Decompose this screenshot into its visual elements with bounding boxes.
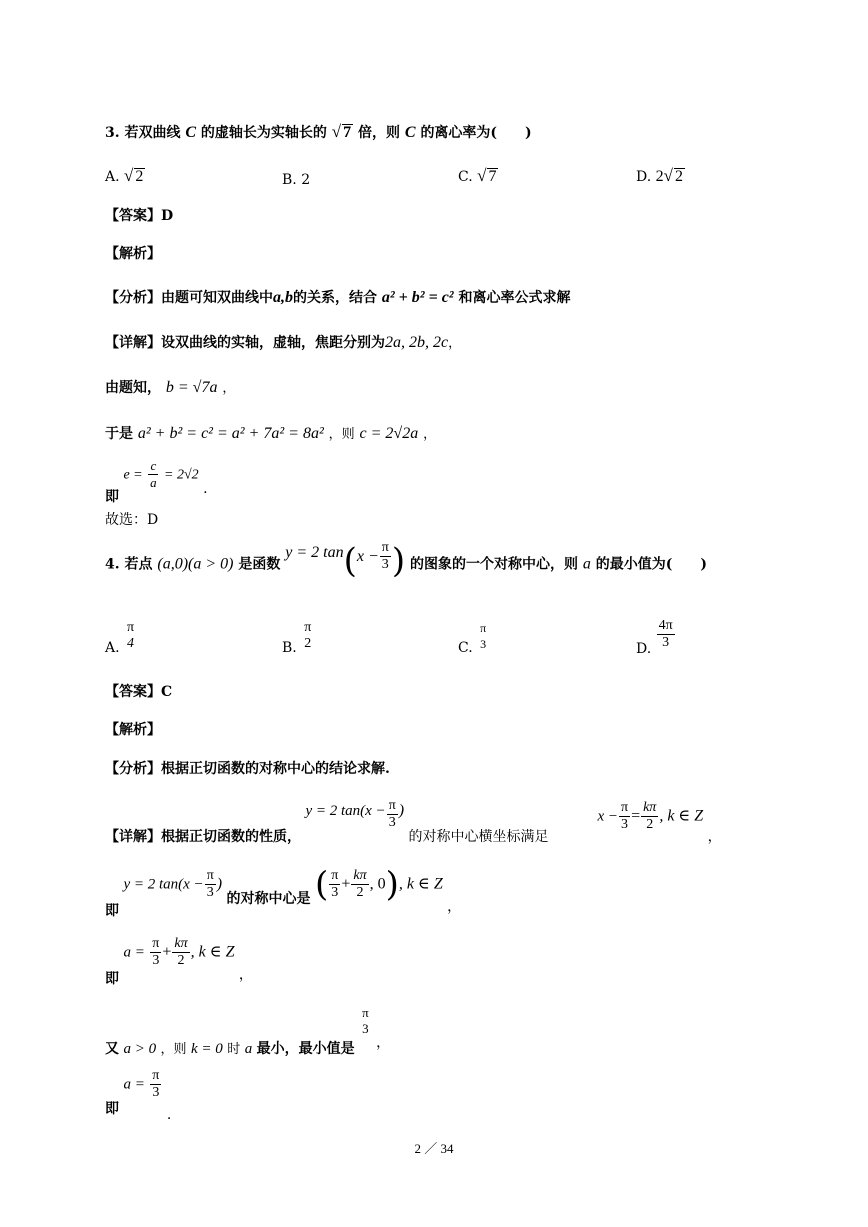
q3-derivation: 于是 a² + b² = c² = a² + 7a² = 8a² ，则 c = 2√2a ， <box>105 425 437 442</box>
q3-option-c: C. √ 7 <box>458 166 497 185</box>
q3-given: 由题知， b = √7a ， <box>105 379 236 396</box>
q3-option-a: A. √ 2 <box>105 166 144 185</box>
q4-center: 即 y = 2 tan(x − $\frac{\pi}{3}$ ) 的对称中心是 ( $\frac{\pi}{3}$ + $\frac{k\pi}{2}$ , 0), k ∈ Z ， <box>105 864 462 919</box>
q4-option-c: C. π 3 <box>458 621 487 656</box>
q3-answer: 【答案】D <box>105 208 174 224</box>
q3-choice: 故选：D <box>105 512 159 528</box>
q4-option-a: A. π 4 <box>105 620 135 656</box>
page-number: 2 ／ 34 <box>414 1141 454 1156</box>
q4-option-d: D. $\frac{4\pi}{3}$ <box>636 618 673 657</box>
q4-minimum: 又 a > 0 ，则 k = 0 时 a 最小，最小值是 π 3 ， <box>105 1005 391 1057</box>
q4-fenxi: 【分析】根据正切函数的对称中心的结论求解. <box>105 761 390 777</box>
q3-fenxi: 【分析】由题可知双曲线中a,b的关系，结合 a² + b² = c² 和离心率公式求解 <box>105 289 571 306</box>
q3-analysis-heading: 【解析】 <box>105 246 161 262</box>
q4-stem: 4. 若点 (a,0)(a > 0) 是函数 y = 2 tan(x − $\frac{\pi}{3}$ ) 的图象的一个对称中心，则 a 的最小值为( ) <box>105 540 707 581</box>
q3-eccentricity: 即 e = $\frac{c}{a}$ = 2√2 . <box>105 458 208 505</box>
q4-xiangjie: 【详解】根据正切函数的性质， y = 2 tan(x − $\frac{\pi}{3}$ ) 的对称中心横坐标满足 x − $\frac{\pi}{3}$ = $\frac{k\pi}{2}$ , k ∈ Z ， <box>105 798 722 845</box>
q3-xiangjie: 【详解】设双曲线的实轴，虚轴，焦距分别为2a, 2b, 2c， <box>105 334 462 351</box>
q3-option-b: B. 2 <box>282 172 311 188</box>
q3-stem: 3. 若双曲线 C 的虚轴长为实轴长的 √ 7 倍，则 C 的离心率为( ) <box>105 122 532 141</box>
q3-option-d: D. 2√ 2 <box>636 166 683 185</box>
q4-a-value: 即 a = $\frac{\pi}{3}$ + $\frac{k\pi}{2}$ , k ∈ Z ， <box>105 936 253 987</box>
q4-option-b: B. π 2 <box>282 620 312 656</box>
q4-answer: 【答案】C <box>105 684 173 700</box>
q4-final: 即 a = $\frac{\pi}{3}$ . <box>105 1068 172 1123</box>
q4-analysis-heading: 【解析】 <box>105 722 161 738</box>
